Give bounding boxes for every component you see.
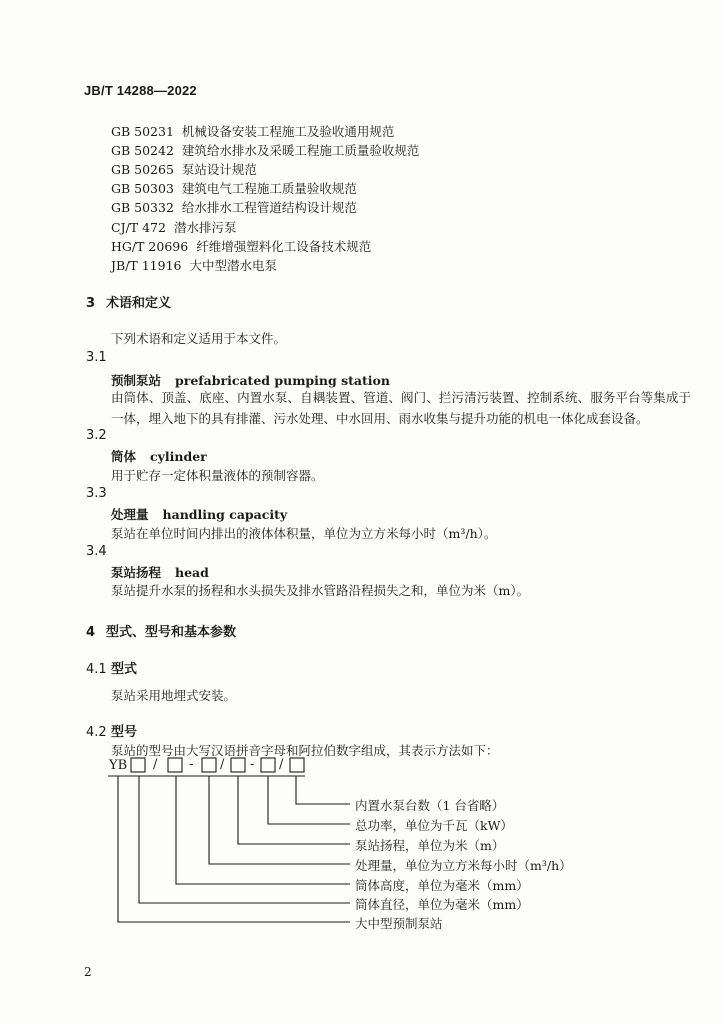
leader-line	[209, 776, 350, 864]
subsection-number: 4.1	[86, 662, 107, 677]
reference-title: 建筑给水排水及采暖工程施工质量验收规范	[181, 143, 420, 158]
term-en: handling capacity	[162, 507, 288, 522]
reference-title: 大中型潜水电泵	[189, 258, 277, 273]
section-3-intro: 下列术语和定义适用于本文件。	[111, 331, 287, 346]
leader-line	[176, 776, 350, 884]
placeholder-box	[290, 758, 304, 772]
diagram-label: 大中型预制泵站	[355, 916, 443, 931]
diagram-label: 处理量，单位为立方米每小时（m³/h）	[355, 858, 572, 873]
term-definition: 泵站提升水泵的扬程和水头损失及排水管路沿程损失之和，单位为米（m）。	[111, 583, 530, 598]
term-en: cylinder	[150, 449, 207, 464]
reference-code: CJ/T 472	[111, 220, 166, 235]
term-definition: 泵站在单位时间内排出的液体体积量，单位为立方米每小时（m³/h）。	[111, 526, 497, 541]
leader-line	[296, 776, 350, 804]
subsection-title: 型号	[111, 725, 138, 740]
term-cn: 处理量	[111, 507, 149, 522]
subsection-4-1-text: 泵站采用地埋式安装。	[111, 688, 237, 703]
clause-number: 3.4	[86, 544, 107, 559]
clause-number: 3.3	[86, 486, 107, 501]
leader-line	[118, 776, 350, 922]
separator: -	[189, 757, 194, 772]
leader-line	[238, 776, 350, 844]
placeholder-box	[131, 758, 145, 772]
section-title: 型式、型号和基本参数	[106, 625, 237, 640]
placeholder-box	[168, 758, 182, 772]
subsection-number: 4.2	[86, 725, 107, 740]
diagram-label: 总功率，单位为千瓦（kW）	[355, 818, 513, 833]
term-cn: 预制泵站	[111, 373, 162, 388]
reference-title: 纤维增强塑料化工设备技术规范	[196, 239, 372, 254]
reference-code: GB 50265	[111, 162, 174, 177]
term-cn: 筒体	[111, 449, 137, 464]
reference-title: 泵站设计规范	[181, 162, 257, 177]
diagram-label: 内置水泵台数（1 台省略）	[355, 798, 505, 813]
model-prefix: YB	[109, 758, 128, 773]
term-definition: 用于贮存一定体积量液体的预制容器。	[111, 468, 324, 483]
subsection-title: 型式	[111, 662, 138, 677]
reference-title: 建筑电气工程施工质量验收规范	[181, 181, 357, 196]
separator: /	[220, 757, 225, 772]
reference-code: GB 50303	[111, 181, 174, 196]
reference-code: GB 50332	[111, 200, 174, 215]
placeholder-box	[261, 758, 275, 772]
leader-line	[268, 776, 350, 824]
separator: /	[153, 757, 158, 772]
diagram-label: 泵站扬程，单位为米（m）	[355, 838, 505, 853]
placeholder-box	[231, 758, 245, 772]
subsection-4-2-text: 泵站的型号由大写汉语拼音字母和阿拉伯数字组成，其表示方法如下：	[111, 743, 499, 758]
diagram-label: 筒体高度，单位为毫米（mm）	[355, 878, 529, 893]
reference-code: GB 50231	[111, 124, 174, 139]
reference-title: 潜水排污泵	[173, 220, 237, 235]
section-title: 术语和定义	[106, 296, 172, 311]
term-en: prefabricated pumping station	[175, 373, 390, 388]
section-number: 4	[86, 625, 96, 640]
page-number: 2	[84, 965, 92, 979]
separator: -	[250, 757, 255, 772]
diagram-label: 筒体直径，单位为毫米（mm）	[355, 897, 529, 912]
reference-code: JB/T 11916	[111, 258, 182, 273]
reference-title: 给水排水工程管道结构设计规范	[181, 200, 357, 215]
clause-number: 3.1	[86, 350, 107, 365]
separator: /	[279, 757, 284, 772]
standard-number: JB/T 14288—2022	[84, 83, 197, 98]
term-cn: 泵站扬程	[111, 565, 162, 580]
clause-number: 3.2	[86, 428, 107, 443]
reference-code: HG/T 20696	[111, 239, 189, 254]
reference-title: 机械设备安装工程施工及验收通用规范	[181, 124, 395, 139]
section-number: 3	[86, 296, 96, 311]
reference-code: GB 50242	[111, 143, 174, 158]
term-en: head	[175, 565, 209, 580]
placeholder-box	[202, 758, 216, 772]
term-definition: 由筒体、顶盖、底座、内置水泵、自耦装置、管道、阀门、拦污清污装置、控制系统、服务平台等集成于一体，埋入地下的具有排灌、污水处理、中水回用、雨水收集与提升功能的机电一体化成套设备。	[111, 390, 691, 426]
